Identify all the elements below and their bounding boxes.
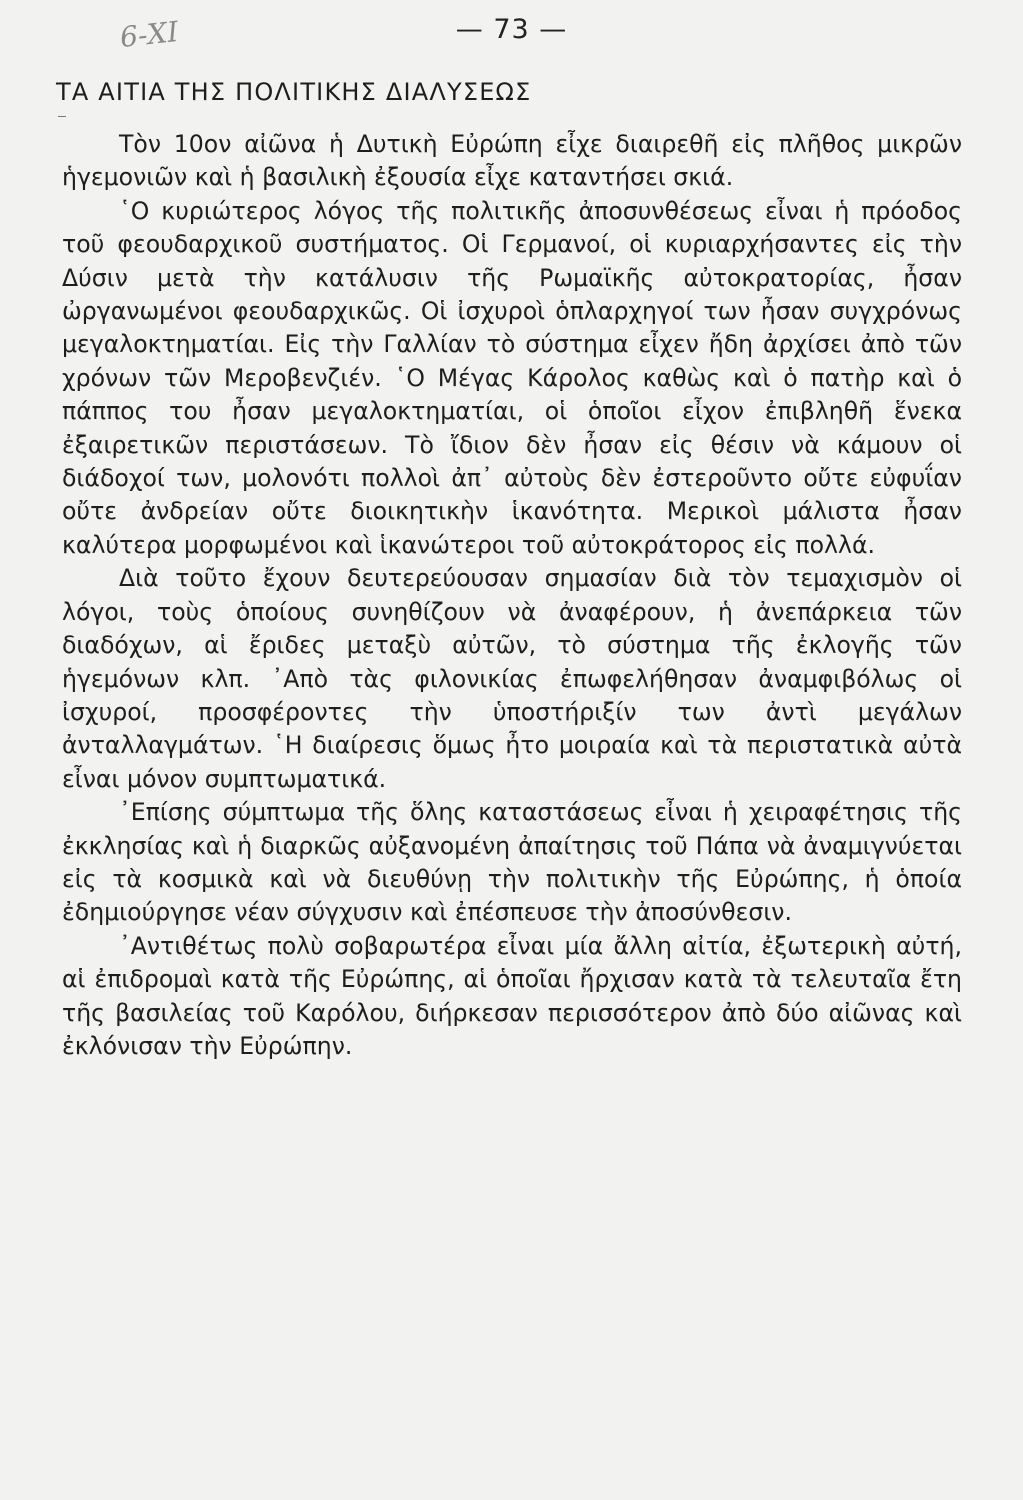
paragraph-2: ῾Ο κυριώτερος λόγος τῆς πολιτικῆς ἀποσυνθέσεως εἶναι ἡ πρόοδος τοῦ φεουδαρχικοῦ συστήματος. Οἱ Γερμανοί, οἱ κυριαρχήσαντες εἰς τὴν Δύσιν μετὰ τὴν κατάλυσιν τῆς Ρωμαϊκῆς αὐτοκρατορίας, ἦσαν ὠργανωμένοι φεουδαρχικῶς. Οἱ ἰσχυροὶ ὁπλαρχηγοί των ἦσαν συγχρόνως μεγαλοκτηματίαι. Εἰς τὴν Γαλλίαν τὸ σύστημα εἶχεν ἤδη ἀρχίσει ἀπὸ τῶν χρόνων τῶν Μεροβενζιέν. ῾Ο Μέγας Κάρολος καθὼς καὶ ὁ πατὴρ καὶ ὁ πάππος του ἦσαν μεγαλοκτηματίαι, οἱ ὁποῖοι εἶχον ἐπιβληθῆ ἕνεκα ἐξαιρετικῶν περιστάσεων. Τὸ ἴδιον δὲν ἦσαν εἰς θέσιν νὰ κάμουν οἱ διάδοχοί των, μολονότι πολλοὶ ἀπ᾽ αὐτοὺς δὲν ἐστεροῦντο οὔτε εὐφυΐαν οὔτε ἀνδρείαν οὔτε διοικητικὴν ἱκανότητα. Μερικοὶ μάλιστα ἦσαν καλύτερα μορφωμένοι καὶ ἱκανώτεροι τοῦ αὐτοκράτορος εἰς πολλά. [62, 196, 962, 559]
page-number: — 73 — [455, 14, 568, 45]
print-mark [58, 116, 66, 117]
body-text [62, 128, 962, 1063]
chapter-heading: ΤΑ ΑΙΤΙΑ ΤΗΣ ΠΟΛΙΤΙΚΗΣ ΔΙΑΛΥΣΕΩΣ [56, 78, 532, 106]
pencil-margin-note: 6-ΧΙ [118, 15, 180, 54]
paragraph-4: ᾽Επίσης σύμπτωμα τῆς ὅλης καταστάσεως εἶναι ἡ χειραφέτησις τῆς ἐκκλησίας καὶ ἡ διαρκῶς αὐξανομένη ἀπαίτησις τοῦ Πάπα νὰ ἀναμιγνύεται εἰς τὰ κοσμικὰ καὶ νὰ διευθύνῃ τὴν πολιτικὴν τῆς Εὐρώπης, ἡ ὁποία ἐδημιούργησε νέαν σύγχυσιν καὶ ἐπέσπευσε τὴν ἀποσύνθεσιν. [62, 798, 962, 927]
paragraph-3: Διὰ τοῦτο ἔχουν δευτερεύουσαν σημασίαν διὰ τὸν τεμαχισμὸν οἱ λόγοι, τοὺς ὁποίους συνηθίζουν νὰ ἀναφέρουν, ἡ ἀνεπάρκεια τῶν διαδόχων, αἱ ἔριδες μεταξὺ αὐτῶν, τὸ σύστημα τῆς ἐκλογῆς τῶν ἡγεμόνων κλπ. ᾽Απὸ τὰς φιλονικίας ἐπωφελήθησαν ἀναμφιβόλως οἱ ἰσχυροί, προσφέροντες τὴν ὑποστήριξίν των ἀντὶ μεγάλων ἀνταλλαγμάτων. ῾Η διαίρεσις ὅμως ἦτο μοιραία καὶ τὰ περιστατικὰ αὐτὰ εἶναι μόνον συμπτωματικά. [62, 564, 962, 793]
paragraph-1: Τὸν 10ον αἰῶνα ἡ Δυτικὴ Εὐρώπη εἶχε διαιρεθῆ εἰς πλῆθος μικρῶν ἡγεμονιῶν καὶ ἡ βασιλικὴ ἐξουσία εἶχε καταντήσει σκιά. [62, 130, 962, 192]
paragraph-5: ᾽Αντιθέτως πολὺ σοβαρωτέρα εἶναι μία ἄλλη αἰτία, ἐξωτερικὴ αὐτή, αἱ ἐπιδρομαὶ κατὰ τῆς Εὐρώπης, αἱ ὁποῖαι ἤρχισαν κατὰ τὰ τελευταῖα ἔτη τῆς βασιλείας τοῦ Καρόλου, διήρκεσαν περισσότερον ἀπὸ δύο αἰῶνας καὶ ἐκλόνισαν τὴν Εὐρώπην. [62, 931, 962, 1060]
